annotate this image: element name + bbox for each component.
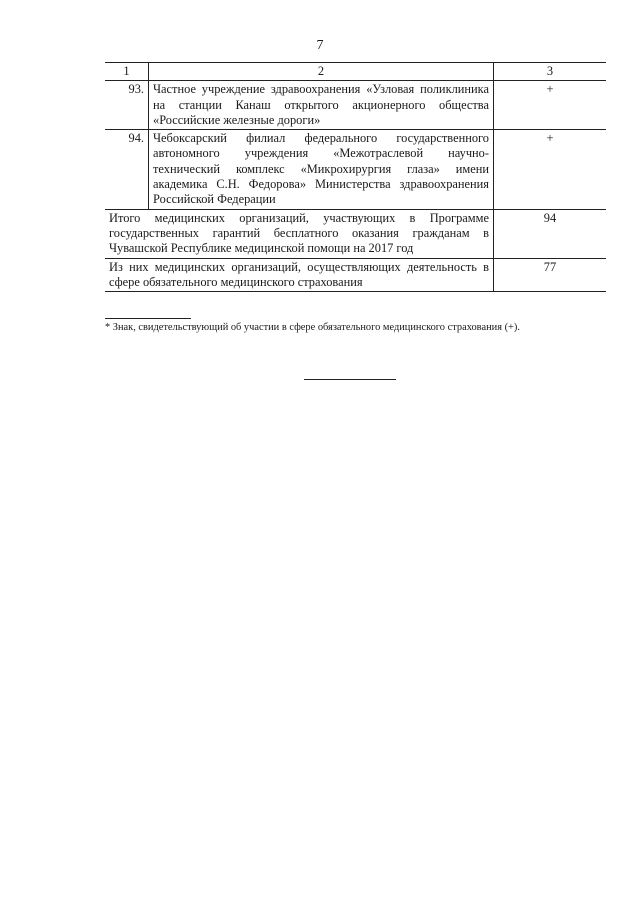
oms-total-value: 77 [494, 258, 607, 292]
page-number: 7 [316, 38, 324, 53]
oms-total-label: Из них медицинских организаций, осуществляющих деятельность в сфере обязательного медицинского страхования [105, 258, 494, 292]
column-header-2: 2 [149, 63, 494, 81]
oms-total-row [105, 258, 606, 292]
organization-name: Чебоксарский филиал федерального государственного автономного учреждения «Межотраслевой научно-технический комплекс «Микрохирургия глаза» имени академика С.Н. Федорова» Министерства здравоохранения Российской Федерации [149, 130, 494, 209]
table-row [105, 130, 606, 209]
column-header-1: 1 [105, 63, 149, 81]
footnote: * Знак, свидетельствующий об участии в сфере обязательного медицинского страхования (+). [105, 322, 520, 333]
table-row [105, 81, 606, 130]
organization-name: Частное учреждение здравоохранения «Узловая поликлиника на станции Канаш открытого акционерного общества «Российские железные дороги» [149, 81, 494, 130]
total-row [105, 209, 606, 258]
row-number: 93. [105, 81, 149, 130]
column-header-3: 3 [494, 63, 607, 81]
end-of-document-line [304, 379, 396, 380]
table-header-row [105, 63, 606, 81]
row-number: 94. [105, 130, 149, 209]
footnote-separator [105, 318, 191, 319]
oms-mark: + [494, 130, 607, 209]
total-label: Итого медицинских организаций, участвующих в Программе государственных гарантий бесплатного оказания гражданам в Чувашской Республике медицинской помощи на 2017 год [105, 209, 494, 258]
total-value: 94 [494, 209, 607, 258]
medical-organizations-table [105, 62, 606, 292]
oms-mark: + [494, 81, 607, 130]
